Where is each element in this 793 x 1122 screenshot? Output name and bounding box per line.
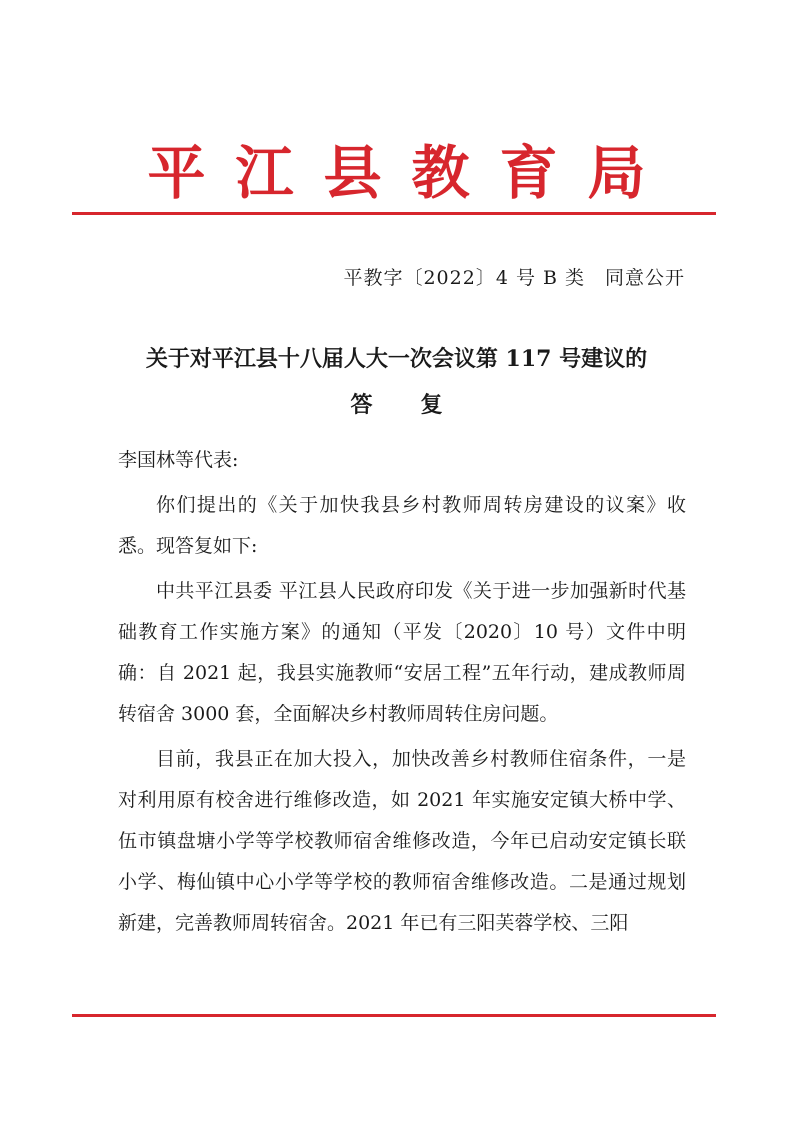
letterhead-red-rule: [72, 212, 716, 215]
body-paragraph-1: 你们提出的《关于加快我县乡村教师周转房建设的议案》收悉。现答复如下:: [118, 494, 686, 557]
document-number: 平教字〔2022〕4 号 B 类 同意公开: [343, 267, 685, 289]
letterhead-org-name: 平江县教育局: [147, 139, 676, 207]
document-title-line1: 关于对平江县十八届人大一次会议第 117 号建议的: [145, 346, 648, 372]
footer-red-rule: [72, 1014, 716, 1017]
document-title-line2: 答复: [350, 392, 491, 418]
document-body: [118, 440, 686, 944]
body-paragraph-2: 中共平江县委 平江县人民政府印发《关于进一步加强新时代基础教育工作实施方案》的通知（平发〔2020〕10 号）文件中明确：自 2021 起，我县实施教师“安居工程”五年行动，建成教师周转宿舍 3000 套，全面解决乡村教师周转住房问题。: [118, 580, 686, 725]
salutation: 李国林等代表:: [118, 449, 239, 471]
body-paragraph-3: 目前，我县正在加大投入，加快改善乡村教师住宿条件，一是对利用原有校舍进行维修改造，如 2021 年实施安定镇大桥中学、伍市镇盘塘小学等学校教师宿舍维修改造，今年已启动安定镇长联小学、梅仙镇中心小学等学校的教师宿舍维修改造。二是通过规划新建，完善教师周转宿舍。2021 年已有三阳芙蓉学校、三阳: [118, 748, 686, 934]
